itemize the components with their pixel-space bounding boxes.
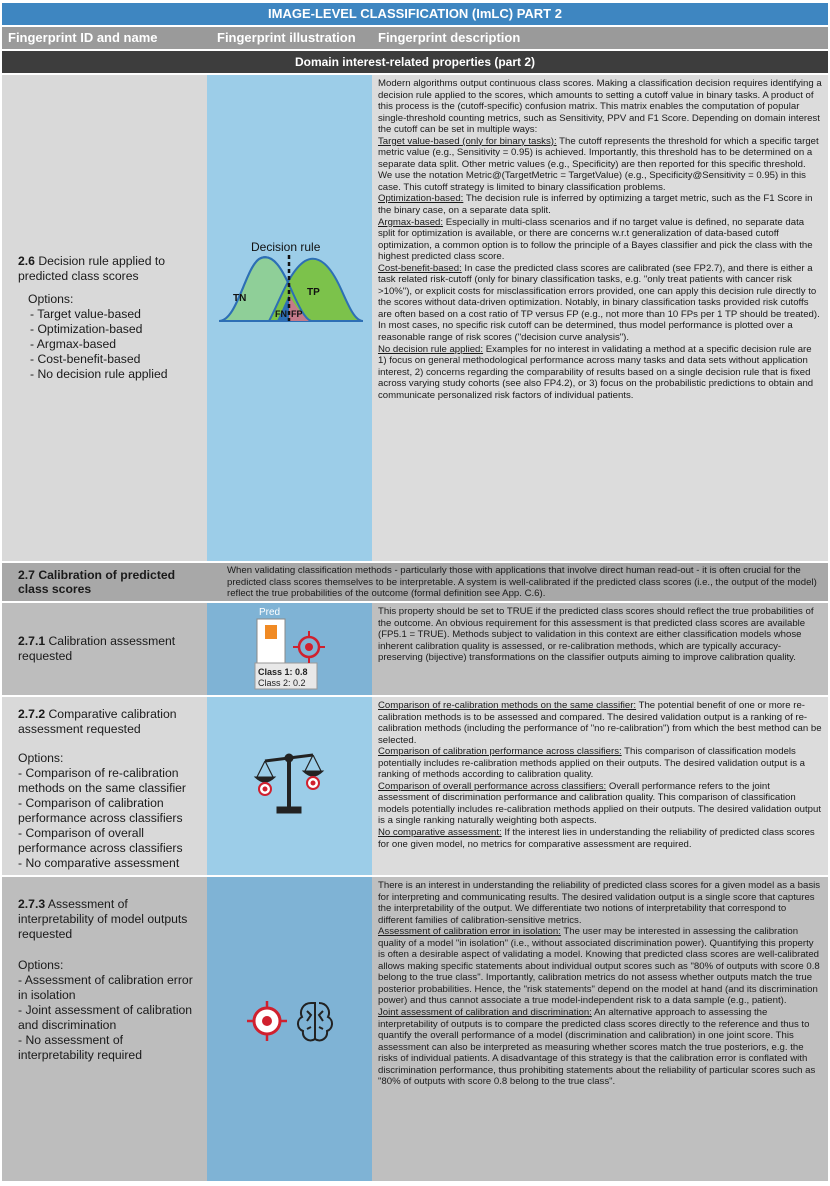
paragraph-text: In case the predicted class scores are calibrated (see FP2.7), and there is either a task related risk-cutoff (only for binary classification tasks, e.g. "only treat patients with cancer risk >10%"), or explicit costs for misclassification errors provided, one can apply this decision rule directly to the scores without data-driven optimization. Notably, in binary classification tasks provided risk cutoffs are often based on a cost ratio of TP versus FP (e.g., not more than 10 FPs per 1 TP should be treated). In most cases, no specific risk cutoff can be determined, thus model performance is plotted over a reasonable range of risk scores ("decision curve analysis"). [378, 262, 820, 344]
pred-bar-icon [265, 625, 277, 639]
paragraph-heading: Comparison of overall performance across classifiers: [378, 780, 607, 792]
fingerprint-name: Calibration assessment requested [18, 634, 176, 663]
target-icon [247, 1001, 287, 1041]
tp-label: TP [307, 287, 320, 298]
fingerprint-2-6-name-cell [2, 75, 207, 561]
paragraph-heading: Joint assessment of calibration and discrimination: [378, 1007, 592, 1019]
paragraph-heading: Argmax-based: [378, 216, 444, 228]
paragraph-text: Especially in multi-class scenarios and if no target value is defined, no separate data split for optimization is available, or there are concerns w.r.t generalization of data-based cutoff optimization, a common option is to follow the principle of a Bayes classifier and pick the class with the highest predicted class score. [378, 216, 813, 263]
description-paragraph [378, 1007, 822, 1088]
paragraph-heading: Optimization-based: [378, 193, 464, 205]
column-description-header: Fingerprint description [378, 30, 521, 45]
options-label: Options: [18, 958, 64, 972]
option-item: - Optimization-based [30, 322, 143, 336]
paragraph-text: The decision rule is inferred by optimizing a target metric, such as the F1 Score in the binary case, on a separate data split. [378, 193, 813, 217]
paragraph-heading: No decision rule applied: [378, 343, 484, 355]
balance-scale-icon [207, 697, 372, 877]
option-item: - Assessment of calibration error in isolation [18, 973, 193, 1002]
paragraph-text: This comparison of classification models potentially includes re-calibration methods applied on their outputs. The desired validation output is a ranking of methods according to calibration quality. [378, 746, 806, 781]
fingerprint-2-7-1-description: This property should be set to TRUE if the predicted class scores should reflect the true probabilities of the outcome. An obvious requirement for this assessment is that predicted class scores are available (FP5.1 = TRUE). Methods subject to validation in this context are either classification models whose inherent calibration quality is assessed, or re-calibration methods, which are typically accuracy-preserving (bijective) transformations on the classifier outputs aiming to improve calibration quality. [372, 603, 828, 695]
decision-rule-illustration [207, 75, 372, 561]
fingerprint-2-7-1-row [2, 603, 828, 697]
paragraph-heading: No comparative assessment: [378, 827, 502, 839]
description-intro: There is an interest in understanding the reliability of predicted class scores for a given model as a basis for interpreting and communicating results. The desired validation output is a single score that captures the interpretability of the output. We differentiate two notions of interpretability that correspond to different families of calibration-sensitive metrics. [378, 880, 821, 926]
fingerprint-name: Comparative calibration assessment requested [18, 707, 177, 736]
page-title: IMAGE-LEVEL CLASSIFICATION (ImLC) PART 2 [2, 3, 828, 27]
fingerprint-2-7-2-description [372, 697, 828, 875]
description-paragraph [378, 700, 822, 746]
option-item: - Comparison of overall performance across classifiers [18, 826, 183, 855]
description-paragraph [378, 136, 822, 194]
calibration-diagram [207, 603, 372, 697]
paragraph-text: The potential benefit of one or more re-calibration methods is to be assessed and compared. The desired validation output is a ranking of re-calibration methods (including the performance of "no re-calibration") from which the best method can be selected. [378, 700, 822, 746]
fingerprint-id: 2.7.1 [18, 634, 46, 648]
paragraph-heading: Target value-based (only for binary tasks): [378, 135, 557, 147]
fingerprint-id: 2.7.3 [18, 897, 46, 911]
description-paragraph [378, 344, 822, 402]
paragraph-text: If the interest lies in understanding the reliability of predicted class scores for one given model, no metrics for comparative assessment are required. [378, 827, 815, 850]
fingerprint-2-6-row [2, 75, 828, 563]
target-icon [259, 783, 271, 795]
option-item: - No comparative assessment [18, 856, 180, 870]
option-item: - Comparison of re-calibration methods on the same classifier [18, 766, 186, 795]
fn-label: FN [275, 309, 287, 319]
fingerprint-2-7-1-name-cell [2, 603, 207, 695]
decision-rule-label: Decision rule [251, 240, 321, 254]
class1-score: Class 1: 0.8 [258, 667, 308, 677]
target-icon [307, 777, 319, 789]
options-list [18, 307, 201, 382]
section-title: Domain interest-related properties (part 2) [2, 51, 828, 75]
option-item: - No assessment of interpretability required [18, 1033, 142, 1062]
option-item: - Target value-based [30, 307, 141, 321]
comparison-illustration [207, 697, 372, 875]
description-paragraph [378, 193, 822, 216]
paragraph-heading: Comparison of calibration performance across classifiers: [378, 746, 622, 758]
fingerprint-2-7-3-description [372, 877, 828, 1181]
interpretability-diagram [207, 877, 372, 1181]
description-paragraph [378, 263, 822, 344]
calibration-illustration [207, 603, 372, 695]
fingerprint-2-7-description: When validating classification methods - particularly those with applications that involve direct human read-out - it is often crucial for the predicted class scores themselves to be interpretable. A system is well-calibrated if the predicted class scores (i.e., the output of the model) reflect the true probabilities of the outcome (formal definition see App. C.6). [227, 565, 817, 600]
column-header [2, 27, 828, 51]
fingerprint-2-7-3-row [2, 877, 828, 1181]
description-intro: Modern algorithms output continuous class scores. Making a classification decision requires identifying a decision rule applied to the scores, which amounts to setting a cutoff value in binary tasks. A product of this process is the (cutoff-specific) confusion matrix. This matrix enables the computation of popular single-threshold counting metrics, such as Sensitivity, PPV and F1 Score. Depending on domain interest the cutoff can be set in multiple ways: [378, 78, 822, 136]
description-paragraph [378, 926, 822, 1007]
paragraph-heading: Comparison of re-calibration methods on the same classifier: [378, 700, 637, 711]
fingerprint-2-7-2-name-cell [2, 697, 207, 875]
paragraph-text: The user may be interested in assessing the calibration quality of a model "in isolation" (i.e., without associated discrimination power). Quantifying this property is often a desirable aspect of validating a model. Knowing that predicted class scores are well-calibrated allows making specific statements about individual output scores such as "80% of outputs with score 0.8 belong to the true class". Importantly, calibration metrics do not assess whether outputs match the true posterior probabilities. Hence, the "risk statements" depend on the model at hand (and its discrimination power) and thus cannot associate a true model-independent risk to a data sample (e.g., patient). [378, 926, 820, 1007]
fingerprint-2-7-name: 2.7 Calibration of predicted class scores [18, 568, 176, 596]
description-paragraph [378, 746, 822, 781]
fingerprint-name: Assessment of interpretability of model outputs requested [18, 897, 188, 941]
paragraph-text: Examples for no interest in validating a method at a specific decision rule are 1) focus on general methodological performance across many tasks and data sets without application interest, 2) concerns regarding the comparability of results based on a single decision rule that is fixed across varying study cohorts (see also FP4.2), or 3) focus on the probabilistic predictions to obtain and communicate personalized risk factors of individual patients. [378, 343, 814, 401]
option-item: - Joint assessment of calibration and discrimination [18, 1003, 193, 1032]
fingerprint-2-7-3-name-cell [2, 877, 207, 1181]
options-label: Options: [28, 292, 74, 306]
paragraph-text: An alternative approach to assessing the interpretability of outputs is to compare the predicted class scores directly to the reference and thus to quantify the overall performance of a model (discrimination and calibration) in one joint score. This assessment can also be interpreted as measuring whether scores match the true posteriors, e.g. the risks of individual patients. A disadvantage of this strategy is that the calibration error is conflated with discrimination performance, thus prohibiting statements about the reliability of particular scores such as "80% of outputs with score 0.8 belong to the true class". [378, 1007, 816, 1088]
paragraph-heading: Assessment of calibration error in isolation: [378, 926, 561, 938]
fingerprint-name: Decision rule applied to predicted class scores [18, 254, 166, 283]
option-item: - No decision rule applied [30, 367, 168, 381]
paragraph-text: Overall performance refers to the joint assessment of discrimination performance and calibration quality. This comparison of classification models potentially includes re-calibration methods applied on their outputs. The desired validation output is a single ranking naturally weighting both aspects. [378, 780, 822, 827]
interpretability-illustration [207, 877, 372, 1181]
paragraph-text: The cutoff represents the threshold for which a specific target metric value (e.g., Sensitivity = 0.95) is achieved. Importantly, this threshold has to be determined on a separate data split. Other metric values (e.g., Specificity) are then reported for this specific threshold. We use the notation Metric@(TargetMetric = TargetValue) (e.g., Specificity@Sensitivity = 0.95) in this case. This cutoff strategy is limited to binary classification problems. [378, 135, 819, 193]
class2-score: Class 2: 0.2 [258, 678, 306, 688]
fp-label: FP [291, 309, 303, 319]
fingerprint-id: 2.7.2 [18, 707, 46, 721]
target-icon [293, 631, 325, 663]
paragraph-heading: Cost-benefit-based: [378, 262, 462, 274]
brain-icon [298, 1003, 332, 1040]
pred-label: Pred [259, 607, 281, 618]
fingerprint-2-7-row [2, 563, 828, 603]
fingerprint-id: 2.6 [18, 254, 35, 268]
description-paragraph [378, 217, 822, 263]
decision-rule-diagram [207, 75, 372, 563]
option-item: - Comparison of calibration performance across classifiers [18, 796, 183, 825]
options-list [18, 973, 201, 1063]
tn-label: TN [233, 293, 247, 304]
fingerprint-2-7-2-row [2, 697, 828, 877]
options-list [18, 766, 201, 871]
fingerprint-2-6-description [372, 75, 828, 561]
page [2, 3, 828, 1181]
description-paragraph [378, 781, 822, 827]
column-id-header: Fingerprint ID and name [8, 30, 158, 45]
options-label: Options: [18, 751, 64, 765]
option-item: - Argmax-based [30, 337, 117, 351]
column-illustration-header: Fingerprint illustration [217, 30, 356, 45]
option-item: - Cost-benefit-based [30, 352, 141, 366]
description-paragraph [378, 827, 822, 850]
